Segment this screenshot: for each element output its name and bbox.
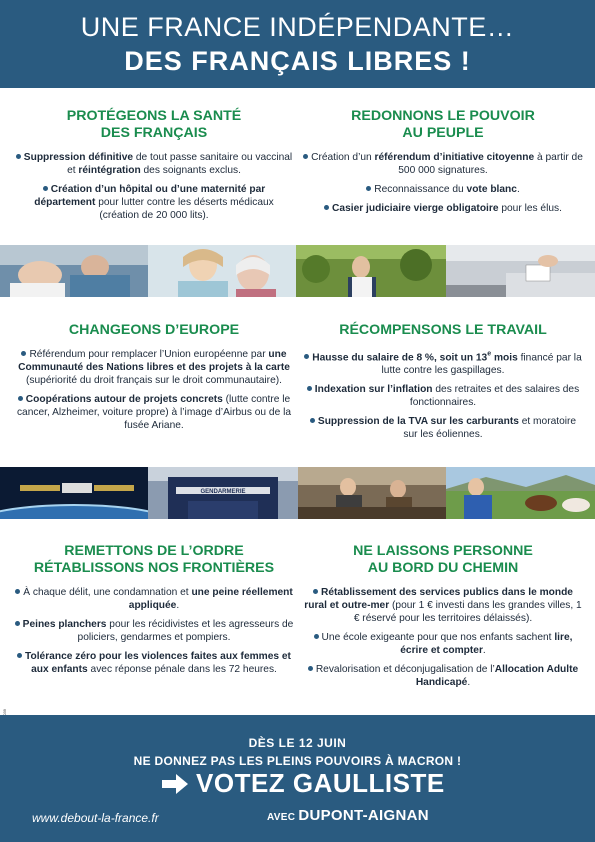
photo-strip-1 [0, 245, 595, 297]
list-item: Une école exigeante pour que nos enfants sachent lire, écrire et compter. [303, 631, 583, 657]
bullet-icon [16, 154, 21, 159]
gendarmerie-photo [148, 467, 298, 519]
bullet-icon [21, 351, 26, 356]
maternity-photo [0, 245, 148, 297]
bullet-icon [18, 396, 23, 401]
header-line-2: DES FRANÇAIS LIBRES ! [124, 46, 471, 76]
svg-text:GENDARMERIE: GENDARMERIE [200, 489, 246, 495]
arrow-right-icon [160, 772, 190, 796]
list-item: Référendum pour remplacer l’Union européenne par une Communauté des Nations libres et des projets à la carte (supériorité du droit français sur le droit communautaire). [18, 349, 290, 386]
farmer-cows-photo [446, 467, 595, 519]
bullet-icon [310, 418, 315, 423]
section-travail [303, 322, 583, 447]
list-item: Hausse du salaire de 8 %, soit un 13e mois financé par la lutte contre les gaspillages. [303, 348, 583, 377]
list-item: Création d’un référendum d’initiative citoyenne à partir de 500 000 signatures. [303, 151, 583, 177]
bullet-icon [313, 589, 318, 594]
section-title: REDONNONS LE POUVOIR AU PEUPLE [351, 108, 535, 141]
bullet-icon [17, 653, 22, 658]
footer-slogan: NE DONNEZ PAS LES PLEINS POUVOIRS À MACRON ! [133, 754, 462, 768]
workshop-photo [298, 467, 446, 519]
bullet-icon [314, 634, 319, 639]
bullet-icon [307, 386, 312, 391]
list-item: Rétablissement des services publics dans le monde rural et outre-mer (pour 1 € investi dans les grandes villes, 1 € réservé pour les territoires délaissés). [304, 587, 582, 624]
bullet-icon [324, 205, 329, 210]
website-link[interactable]: www.debout-la-france.fr [32, 811, 159, 825]
call-to-action: VOTEZ GAULLISTE [196, 768, 445, 798]
section-title: RÉCOMPENSONS LE TRAVAIL [339, 322, 547, 338]
section-title: PROTÉGEONS LA SANTÉ DES FRANÇAIS [66, 108, 242, 141]
list-item: Indexation sur l’inflation des retraites et des salaires des fonctionnaires. [303, 383, 583, 409]
section-ordre [14, 543, 294, 682]
list-item: Revalorisation et déconjugalisation de l’Allocation Adulte Handicapé. [303, 663, 583, 689]
space-station-photo [0, 467, 148, 519]
bullet-icon [43, 186, 48, 191]
header-banner [0, 0, 595, 88]
bullet-icon [304, 354, 309, 359]
list-item: Casier judiciaire vierge obligatoire pour les élus. [303, 202, 583, 215]
bullet-icon [303, 154, 308, 159]
section-personne [303, 543, 583, 695]
list-item: Coopérations autour de projets concrets (lutte contre le cancer, Alzheimer, voiture propre) à l’image d’Airbus ou de la fusée Ariane. [16, 394, 292, 431]
footer-banner [0, 715, 595, 842]
ballot-box-photo [446, 245, 595, 297]
header-line-1: UNE FRANCE INDÉPENDANTE… [80, 12, 515, 42]
vineyard-photo [296, 245, 446, 297]
section-title: REMETTONS DE L’ORDRE RÉTABLISSONS NOS FRONTIÈRES [33, 543, 275, 576]
bullet-icon [308, 666, 313, 671]
elderly-care-photo [148, 245, 296, 297]
section-title: NE LAISSONS PERSONNE AU BORD DU CHEMIN [353, 543, 533, 576]
bullet-icon [15, 621, 20, 626]
bullet-icon [15, 589, 20, 594]
section-title: CHANGEONS D’EUROPE [68, 322, 240, 338]
list-item: À chaque délit, une condamnation et une peine réellement appliquée. [14, 586, 294, 612]
list-item: Suppression définitive de tout passe sanitaire ou vaccinal et réintégration des soignants exclus. [14, 151, 294, 177]
footer-date: DÈS LE 12 JUIN [248, 736, 347, 750]
list-item: Reconnaissance du vote blanc. [303, 183, 583, 196]
section-sante [14, 108, 294, 228]
section-europe [14, 322, 294, 438]
list-item: Tolérance zéro pour les violences faites aux femmes et aux enfants avec réponse pénale dans les 72 heures. [14, 650, 294, 676]
list-item: Suppression de la TVA sur les carburants et moratoire sur les éoliennes. [303, 415, 583, 441]
list-item: Création d’un hôpital ou d’une maternité par département pour lutter contre les déserts médicaux (création de 20 000 lits). [34, 184, 274, 221]
section-pouvoir [303, 108, 583, 221]
photo-strip-2 [0, 467, 595, 519]
candidate-line: AVEC DUPONT-AIGNAN [267, 807, 429, 824]
bullet-icon [366, 186, 371, 191]
list-item: Peines planchers pour les récidivistes et les agresseurs de policiers, gendarmes et pompiers. [14, 618, 294, 644]
